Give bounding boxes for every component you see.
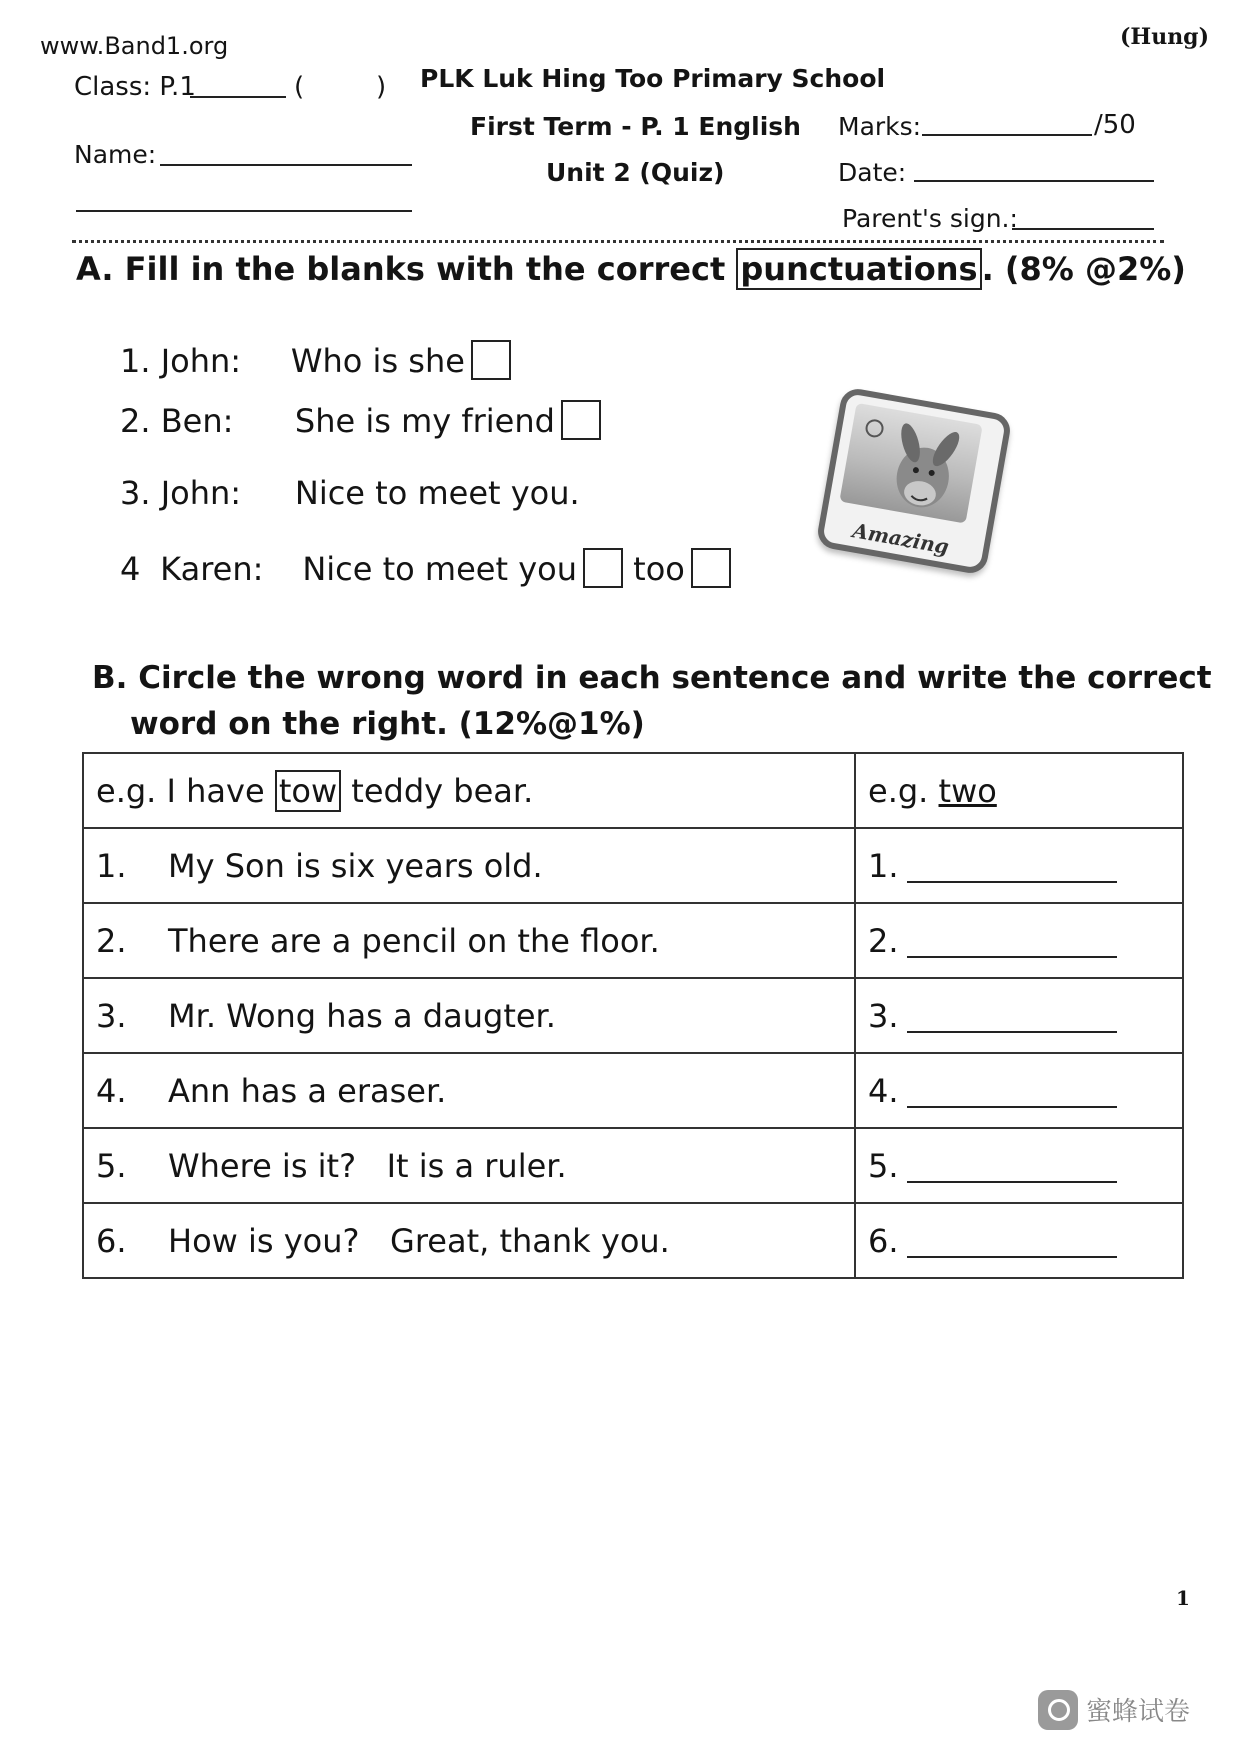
sentence-cell[interactable]: [83, 828, 855, 903]
row-num: 5.: [96, 1146, 127, 1185]
example-post: teddy bear.: [351, 771, 534, 810]
answer-cell[interactable]: [855, 1203, 1183, 1278]
donkey-cartoon-icon: [839, 403, 982, 524]
section-a-title: [76, 250, 1186, 288]
answer-cell[interactable]: [855, 828, 1183, 903]
marks-blank[interactable]: [922, 134, 1092, 136]
punctuation-box[interactable]: [561, 400, 601, 440]
class-number-close: ): [376, 72, 387, 102]
answer-blank[interactable]: [907, 1078, 1117, 1108]
page-number: 1: [1176, 1586, 1190, 1610]
a-item-text: She is my friend: [294, 402, 555, 440]
name-blank[interactable]: [160, 164, 412, 166]
row-sentence: How is you? Great, thank you.: [168, 1221, 670, 1260]
row-num: 1.: [96, 846, 127, 885]
parent-sign-label: Parent's sign.:: [842, 204, 1018, 233]
a-item-num: 2.: [120, 402, 151, 440]
sticker-caption: Amazing: [850, 518, 951, 559]
row-sentence: There are a pencil on the floor.: [168, 921, 660, 960]
school-name: PLK Luk Hing Too Primary School: [420, 64, 886, 93]
sentence-cell[interactable]: [83, 903, 855, 978]
name-blank-2[interactable]: [76, 210, 412, 212]
marks-total: /50: [1094, 110, 1136, 140]
answer-cell[interactable]: [855, 903, 1183, 978]
answer-num: 6.: [868, 1221, 899, 1260]
unit-title: Unit 2 (Quiz): [546, 158, 725, 187]
answer-num: 5.: [868, 1146, 899, 1185]
punctuation-box[interactable]: [471, 340, 511, 380]
punctuation-box[interactable]: [583, 548, 623, 588]
sentence-cell[interactable]: [83, 978, 855, 1053]
watermark-logo-icon: [1038, 1690, 1078, 1730]
section-b-title-line2: word on the right. (12%@1%): [130, 706, 645, 742]
example-pre: e.g. I have: [96, 771, 265, 810]
class-number-open: (: [294, 72, 305, 102]
a-item-num: 4: [120, 550, 141, 588]
date-blank[interactable]: [914, 180, 1154, 182]
table-row-example: [83, 753, 1183, 828]
section-b-title-line1: [92, 660, 1212, 696]
row-num: 2.: [96, 921, 127, 960]
a-item-4: [120, 548, 731, 588]
section-b-letter: B.: [92, 660, 128, 696]
parent-sign-blank[interactable]: [1012, 228, 1154, 230]
a-item-num: 1.: [120, 342, 151, 380]
section-a-marks: . (8% @2%): [981, 250, 1186, 288]
table-row: [83, 978, 1183, 1053]
watermark: [1038, 1690, 1190, 1730]
answer-num: 1.: [868, 846, 899, 885]
example-wrong-word: tow: [275, 770, 341, 812]
example-answer-word: two: [938, 771, 997, 810]
sentence-cell[interactable]: [83, 1128, 855, 1203]
table-row: [83, 1203, 1183, 1278]
answer-blank[interactable]: [907, 853, 1117, 883]
header-divider: [72, 240, 1164, 243]
class-label: Class: P.1: [74, 72, 196, 102]
section-a-letter: A.: [76, 250, 114, 288]
row-num: 3.: [96, 996, 127, 1035]
answer-num: 4.: [868, 1071, 899, 1110]
row-num: 6.: [96, 1221, 127, 1260]
row-sentence: Mr. Wong has a daugter.: [168, 996, 556, 1035]
example-answer: [855, 753, 1183, 828]
row-num: 4.: [96, 1071, 127, 1110]
sentence-cell[interactable]: [83, 1203, 855, 1278]
answer-blank[interactable]: [907, 1153, 1117, 1183]
a-item-text: Nice to meet you: [302, 550, 577, 588]
correction-table: [82, 752, 1184, 1279]
a-item-speaker: Ben:: [160, 402, 234, 440]
row-sentence: Where is it? It is a ruler.: [168, 1146, 567, 1185]
table-row: [83, 903, 1183, 978]
section-a-title-text: Fill in the blanks with the correct: [124, 250, 726, 288]
answer-cell[interactable]: [855, 978, 1183, 1053]
a-item-speaker: John:: [160, 342, 242, 380]
table-row: [83, 828, 1183, 903]
table-row: [83, 1128, 1183, 1203]
answer-blank[interactable]: [907, 1003, 1117, 1033]
a-item-text: Who is she: [290, 342, 465, 380]
answer-blank[interactable]: [907, 1228, 1117, 1258]
amazing-sticker: [815, 386, 1013, 575]
name-label: Name:: [74, 140, 157, 169]
a-item-1: [120, 340, 511, 380]
punctuation-box[interactable]: [691, 548, 731, 588]
answer-cell[interactable]: [855, 1128, 1183, 1203]
section-b-title-text: Circle the wrong word in each sentence and write the correct: [138, 660, 1212, 696]
a-item-text: Nice to meet you.: [294, 474, 580, 512]
class-blank[interactable]: [190, 96, 286, 98]
a-item-text-2: too: [633, 550, 685, 588]
marks-label: Marks:: [838, 112, 922, 141]
table-row: [83, 1053, 1183, 1128]
example-sentence: [83, 753, 855, 828]
watermark-text: 蜜蜂试卷: [1086, 1697, 1191, 1727]
sentence-cell[interactable]: [83, 1053, 855, 1128]
site-url: www.Band1.org: [40, 32, 229, 60]
a-item-2: [120, 400, 601, 440]
a-item-num: 3.: [120, 474, 151, 512]
row-sentence: Ann has a eraser.: [168, 1071, 447, 1110]
answer-cell[interactable]: [855, 1053, 1183, 1128]
a-item-3: [120, 474, 580, 512]
answer-blank[interactable]: [907, 928, 1117, 958]
answer-num: 2.: [868, 921, 899, 960]
term-title: First Term - P. 1 English: [470, 112, 801, 141]
a-item-speaker: Karen:: [160, 550, 264, 588]
teacher-name: (Hung): [1120, 24, 1209, 50]
a-item-speaker: John:: [160, 474, 242, 512]
row-sentence: My Son is six years old.: [168, 846, 543, 885]
example-answer-label: e.g.: [868, 771, 929, 810]
section-a-boxed-word: punctuations: [736, 248, 981, 290]
answer-num: 3.: [868, 996, 899, 1035]
date-label: Date:: [838, 158, 907, 187]
